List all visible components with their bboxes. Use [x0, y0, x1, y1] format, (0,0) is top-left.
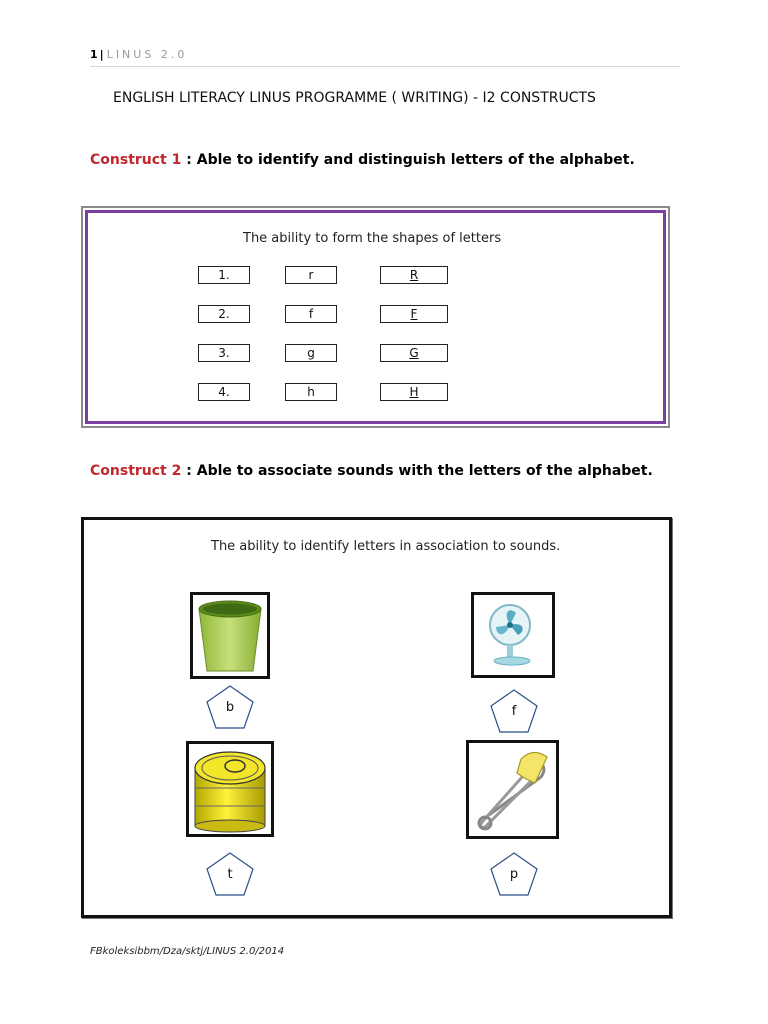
- construct-1-separator: :: [181, 152, 197, 168]
- row-4-number: 4.: [198, 383, 250, 401]
- letter-t: t: [227, 867, 233, 882]
- letter-b: b: [225, 700, 235, 715]
- row-2-number: 2.: [198, 305, 250, 323]
- construct-1-label: Construct 1: [90, 152, 182, 168]
- letter-p-pentagon: [489, 851, 539, 897]
- letter-f: f: [511, 704, 517, 719]
- row-4-lowercase: h: [285, 383, 337, 401]
- construct-1-caption: The ability to form the shapes of letters: [243, 231, 502, 246]
- document-title: ENGLISH LITERACY LINUS PROGRAMME ( WRITING) - I2 CONSTRUCTS: [113, 90, 596, 106]
- bucket-picture: [190, 592, 270, 679]
- construct-2-box: [81, 517, 672, 918]
- fan-picture: [471, 592, 555, 678]
- row-4-uppercase-letter: H: [409, 385, 419, 399]
- letter-f-pentagon: [489, 688, 539, 734]
- letter-p: p: [509, 867, 519, 882]
- row-2-lowercase: f: [285, 305, 337, 323]
- safety-pin-icon: [469, 743, 556, 836]
- pin-picture: [466, 740, 559, 839]
- row-1-uppercase: [380, 266, 448, 284]
- header-separator: |: [99, 48, 104, 61]
- construct-2-caption: The ability to identify letters in association to sounds.: [211, 539, 561, 554]
- bucket-icon: [193, 595, 267, 676]
- letter-t-pentagon: [205, 851, 255, 897]
- row-2-uppercase: [380, 305, 448, 323]
- page-footer: FBkoleksibbm/Dza/sktj/LINUS 2.0/2014: [90, 946, 285, 957]
- row-1-lowercase: r: [285, 266, 337, 284]
- letter-b-pentagon: [205, 684, 255, 730]
- construct-2-heading: [90, 463, 653, 479]
- row-3-lowercase: g: [285, 344, 337, 362]
- fan-icon: [474, 595, 552, 675]
- row-4-uppercase: [380, 383, 448, 401]
- tin-can-icon: [189, 744, 271, 834]
- row-2-uppercase-letter: F: [410, 307, 418, 321]
- row-3-number: 3.: [198, 344, 250, 362]
- header-brand: LINUS 2.0: [106, 48, 188, 61]
- row-3-uppercase-letter: G: [409, 346, 419, 360]
- row-1-number: 1.: [198, 266, 250, 284]
- tin-picture: [186, 741, 274, 837]
- construct-1-heading: [90, 152, 635, 168]
- construct-2-label: Construct 2: [90, 463, 182, 479]
- construct-2-description: Able to associate sounds with the letters of the alphabet.: [196, 463, 653, 479]
- page-header: [90, 48, 680, 67]
- page-number: 1: [90, 48, 99, 61]
- construct-1-description: Able to identify and distinguish letters of the alphabet.: [196, 152, 635, 168]
- construct-2-separator: :: [181, 463, 197, 479]
- row-1-uppercase-letter: R: [409, 268, 419, 282]
- row-3-uppercase: [380, 344, 448, 362]
